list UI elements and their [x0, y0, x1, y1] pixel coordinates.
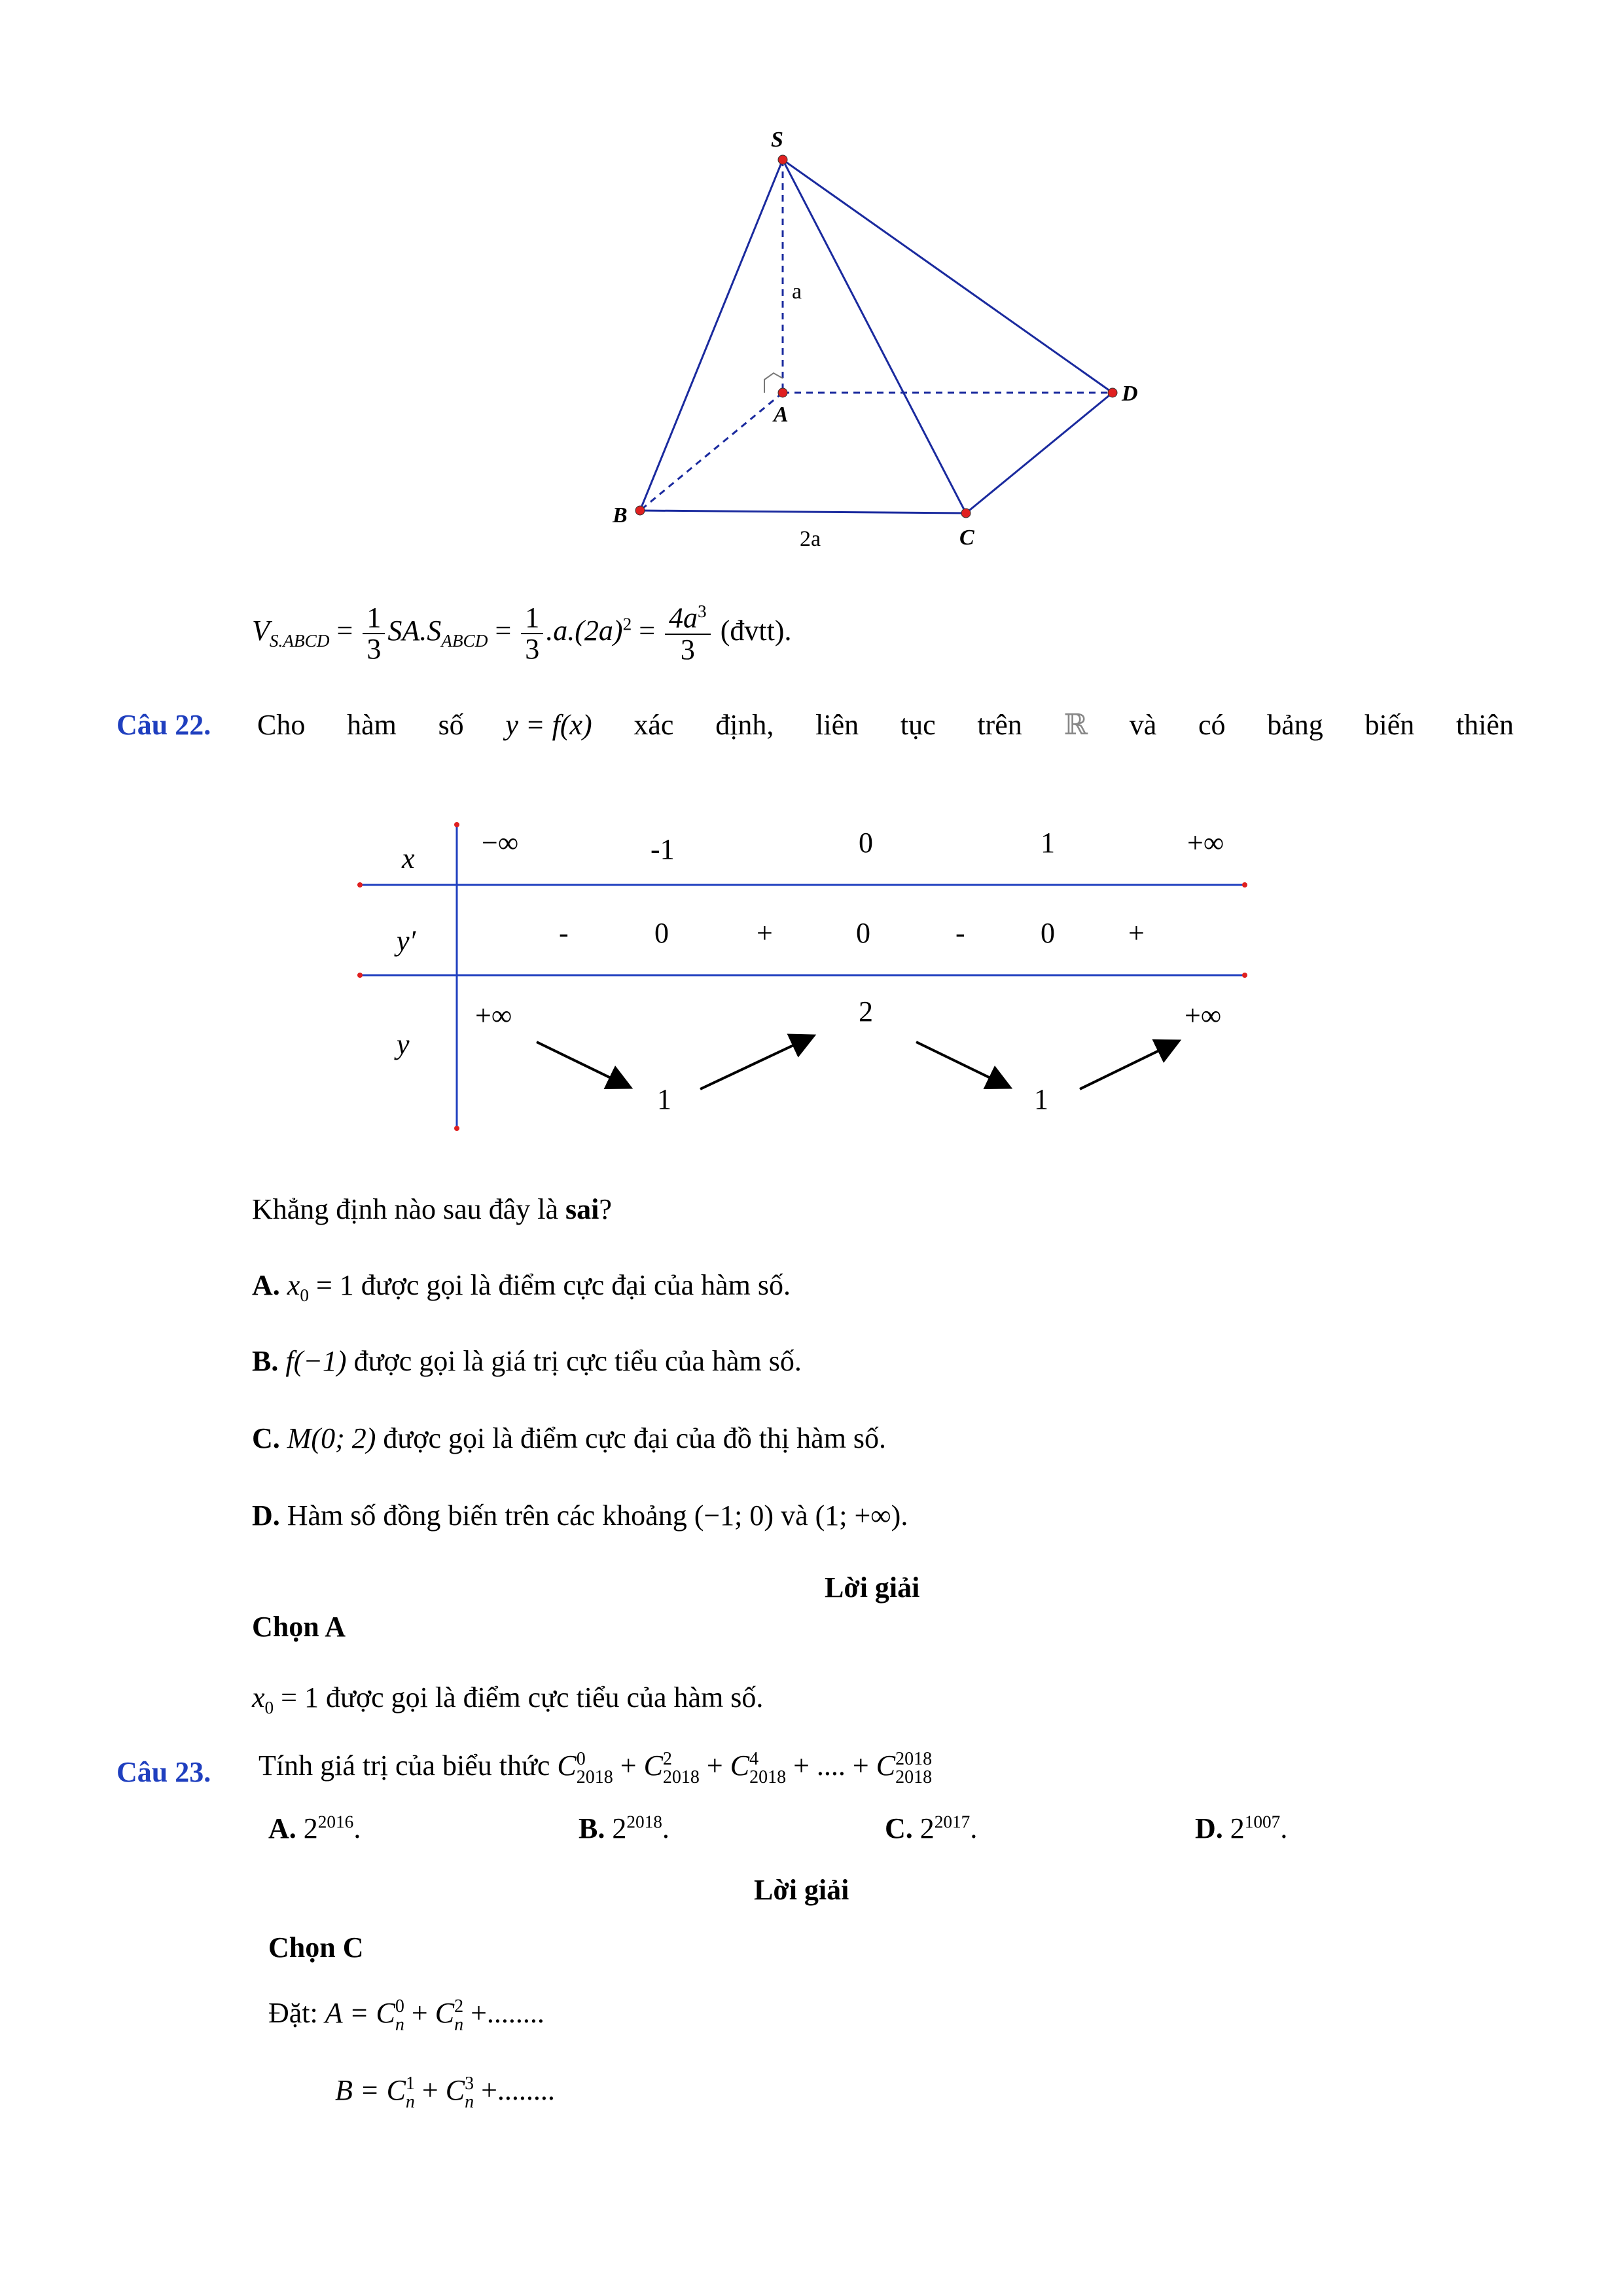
- yp-val: +: [757, 917, 773, 949]
- binom-sup: 2: [662, 1748, 672, 1769]
- binom-sub: 2018: [749, 1767, 787, 1787]
- yp-val: -: [955, 917, 965, 949]
- option-base: 2: [612, 1812, 627, 1844]
- q22-choice: Chọn A: [252, 1611, 346, 1643]
- binom-sup: 2018: [895, 1748, 933, 1769]
- yp-val: 0: [856, 917, 870, 949]
- yp-val: 0: [654, 917, 669, 949]
- label-c: C: [959, 526, 974, 550]
- explain-sub: 0: [264, 1697, 274, 1717]
- q23-label: Câu 23.: [116, 1756, 211, 1788]
- y-val: 2: [859, 996, 873, 1028]
- point-c: [961, 509, 971, 518]
- frac2-den: 3: [525, 633, 540, 666]
- variation-table: [353, 812, 1257, 1139]
- y-val: 1: [1034, 1083, 1048, 1115]
- yp-val: +: [1128, 917, 1145, 949]
- point-d: [1108, 388, 1117, 397]
- frac3-num-sup: 3: [698, 601, 707, 621]
- option-key: B.: [579, 1812, 605, 1844]
- binom-sup: 4: [749, 1748, 759, 1769]
- q22-explanation: [252, 1681, 763, 1718]
- pyramid-figure: [589, 118, 1178, 563]
- q22-stem: [257, 708, 1514, 742]
- q22-option-a: [252, 1268, 791, 1306]
- arrow-up-1: [700, 1037, 812, 1089]
- arrow-down-2: [916, 1042, 1008, 1086]
- option-key: D.: [252, 1499, 280, 1532]
- x-val: -1: [651, 833, 675, 865]
- q22-solution-title: Lời giải: [825, 1571, 920, 1604]
- q23-text: Tính giá trị của biểu thức: [259, 1749, 550, 1782]
- option-exp: 2016: [317, 1812, 354, 1832]
- q23-option-a: A. $2^{2016}$.: [268, 1812, 361, 1844]
- edge-cd: [966, 393, 1113, 513]
- q22-word: có: [1198, 709, 1226, 741]
- q23-option-d: D. $2^{1007}$.: [1195, 1812, 1288, 1844]
- equals-3: =: [639, 615, 656, 647]
- point-s: [778, 155, 787, 164]
- option-sub: 0: [300, 1285, 309, 1305]
- frac1-num: 1: [363, 603, 385, 634]
- q22-word: liên: [815, 709, 859, 741]
- option-key: D.: [1195, 1812, 1223, 1844]
- x-val: 1: [1041, 827, 1055, 859]
- binom-sup: 2: [454, 1996, 464, 2017]
- q22-real-set: ℝ: [1063, 709, 1088, 741]
- option-key: C.: [885, 1812, 913, 1844]
- point-b: [635, 506, 645, 515]
- y-val: 1: [657, 1083, 671, 1115]
- binom-sup: 3: [465, 2073, 474, 2094]
- option-exp: 2018: [626, 1812, 662, 1832]
- equals-1: =: [336, 615, 353, 647]
- q23-b-line: B = C 1 n + C 3 n +........: [335, 2073, 555, 2112]
- q22-label: Câu 22.: [116, 709, 211, 741]
- option-text: và: [774, 1499, 815, 1532]
- x-val: −∞: [482, 827, 519, 859]
- mid-sup: 2: [622, 614, 632, 634]
- point-a: [778, 388, 787, 397]
- volume-lhs: V: [252, 615, 270, 647]
- dat-label: Đặt:: [268, 1997, 318, 2029]
- q22-question: [252, 1193, 612, 1226]
- option-key: A.: [268, 1812, 296, 1844]
- option-exp: 1007: [1244, 1812, 1281, 1832]
- x-val: +∞: [1187, 827, 1224, 859]
- arrow-down-1: [537, 1042, 628, 1086]
- y-val: +∞: [1185, 999, 1222, 1031]
- y-val: +∞: [475, 999, 512, 1031]
- q22-word: hàm: [347, 709, 397, 741]
- q22-word: bảng: [1267, 709, 1323, 741]
- q22-option-d: [252, 1499, 908, 1532]
- line-b: B = C: [335, 2074, 406, 2106]
- equals-2: =: [495, 615, 512, 647]
- s-sub: ABCD: [441, 630, 488, 651]
- label-a: A: [774, 403, 789, 427]
- volume-unit: (đvtt).: [720, 615, 792, 647]
- q23-choice: Chọn C: [268, 1931, 364, 1964]
- binom-term: C: [876, 1749, 896, 1782]
- option-key: B.: [252, 1345, 279, 1377]
- label-edge-bc: 2a: [800, 527, 821, 551]
- binom-term: C: [730, 1749, 750, 1782]
- option-math: f(−1): [285, 1345, 347, 1377]
- yp-val: -: [559, 917, 569, 949]
- q22-word: thiên: [1455, 709, 1514, 741]
- binom-sup: 0: [395, 1996, 404, 2017]
- option-key: C.: [252, 1422, 280, 1454]
- q22-question-text: Khẳng định nào sau đây là: [252, 1193, 565, 1225]
- row-y-label: y: [397, 1028, 410, 1060]
- option-math: x: [287, 1269, 300, 1301]
- x-val: 0: [859, 827, 873, 859]
- q22-question-bold: sai: [565, 1193, 599, 1225]
- edge-bc: [640, 511, 966, 513]
- binom-sub: n: [395, 2014, 404, 2035]
- binom-term: C: [643, 1749, 663, 1782]
- binom-sub: n: [405, 2091, 415, 2112]
- binom-sub: n: [454, 2014, 464, 2035]
- row-x-label: x: [402, 842, 415, 874]
- yp-val: 0: [1041, 917, 1055, 949]
- q22-word: định,: [715, 709, 774, 741]
- q23-dat-line: Đặt: A = C 0 n + C 2 n +........: [268, 1996, 544, 2035]
- option-math: (1; +∞): [815, 1499, 901, 1532]
- tail: +........: [481, 2074, 555, 2106]
- explain-text: được gọi là điểm cực tiểu của hàm số.: [319, 1681, 764, 1713]
- option-text: được gọi là giá trị cực tiểu của hàm số.: [346, 1345, 802, 1377]
- label-d: D: [1122, 382, 1138, 406]
- binom-sub: 2018: [895, 1767, 933, 1787]
- q23-option-c: C. $2^{2017}$.: [885, 1812, 978, 1844]
- q22-word: trên: [977, 709, 1022, 741]
- option-math: = 1: [308, 1269, 354, 1301]
- option-text: được gọi là điểm cực đại của đồ thị hàm số.: [376, 1422, 887, 1454]
- q22-word: Cho: [257, 709, 306, 741]
- q22-word: và: [1129, 709, 1157, 741]
- edge-sb: [640, 160, 783, 511]
- q22-option-b: [252, 1344, 802, 1378]
- row-yp-label: y′: [397, 925, 416, 957]
- label-edge-sa: a: [792, 279, 802, 304]
- edge-sd: [783, 160, 1113, 393]
- option-text: được gọi là điểm cực đại của hàm số.: [353, 1269, 791, 1301]
- option-text: Hàm số đồng biến trên các khoảng: [279, 1499, 694, 1532]
- frac2-num: 1: [521, 603, 543, 634]
- edge-sc: [783, 160, 966, 513]
- tail: +........: [471, 1997, 544, 2029]
- binom-sup: 0: [576, 1748, 586, 1769]
- frac3-num: 4a: [669, 601, 698, 634]
- line-a: A = C: [325, 1997, 395, 2029]
- edge-ab: [640, 393, 783, 511]
- binom-sup: 1: [405, 2073, 415, 2094]
- q22-option-c: [252, 1422, 886, 1455]
- q22-word: biến: [1364, 709, 1415, 741]
- arrow-up-2: [1080, 1042, 1177, 1089]
- option-math: (−1; 0): [694, 1499, 774, 1532]
- volume-lhs-sub: S.ABCD: [269, 630, 330, 651]
- option-exp: 2017: [934, 1812, 971, 1832]
- q22-word: số: [438, 709, 464, 741]
- frac1-den: 3: [366, 633, 382, 666]
- q22-question-end: ?: [599, 1193, 612, 1225]
- binom-sub: 2018: [576, 1767, 613, 1787]
- binom-sub: 2018: [662, 1767, 700, 1787]
- q23-solution-title: Lời giải: [754, 1874, 849, 1906]
- explain-math: = 1: [274, 1681, 319, 1713]
- binom-term: C: [557, 1749, 577, 1782]
- option-end: .: [901, 1499, 908, 1532]
- q23-stem: Tính giá trị của biểu thức C 0 2018 + C 2 2018 + C 4 2018 + .... + C 2018 2018: [259, 1748, 933, 1787]
- volume-mid: .a.(2a): [546, 615, 623, 647]
- explain-math: x: [252, 1681, 265, 1713]
- option-key: A.: [252, 1269, 280, 1301]
- q22-word: tục: [900, 709, 936, 741]
- volume-formula: [252, 602, 791, 665]
- label-s: S: [771, 128, 783, 152]
- q23-option-b: B. $2^{2018}$.: [579, 1812, 669, 1844]
- sa-s: SA.S: [387, 615, 442, 647]
- option-base: 2: [303, 1812, 318, 1844]
- q22-function: y = f(x): [505, 709, 592, 741]
- option-base: 2: [919, 1812, 935, 1844]
- q22-word: xác: [633, 709, 674, 741]
- option-base: 2: [1230, 1812, 1245, 1844]
- option-math: M(0; 2): [287, 1422, 376, 1454]
- label-b: B: [613, 503, 628, 528]
- frac3-den: 3: [680, 633, 695, 666]
- binom-sub: n: [465, 2091, 474, 2112]
